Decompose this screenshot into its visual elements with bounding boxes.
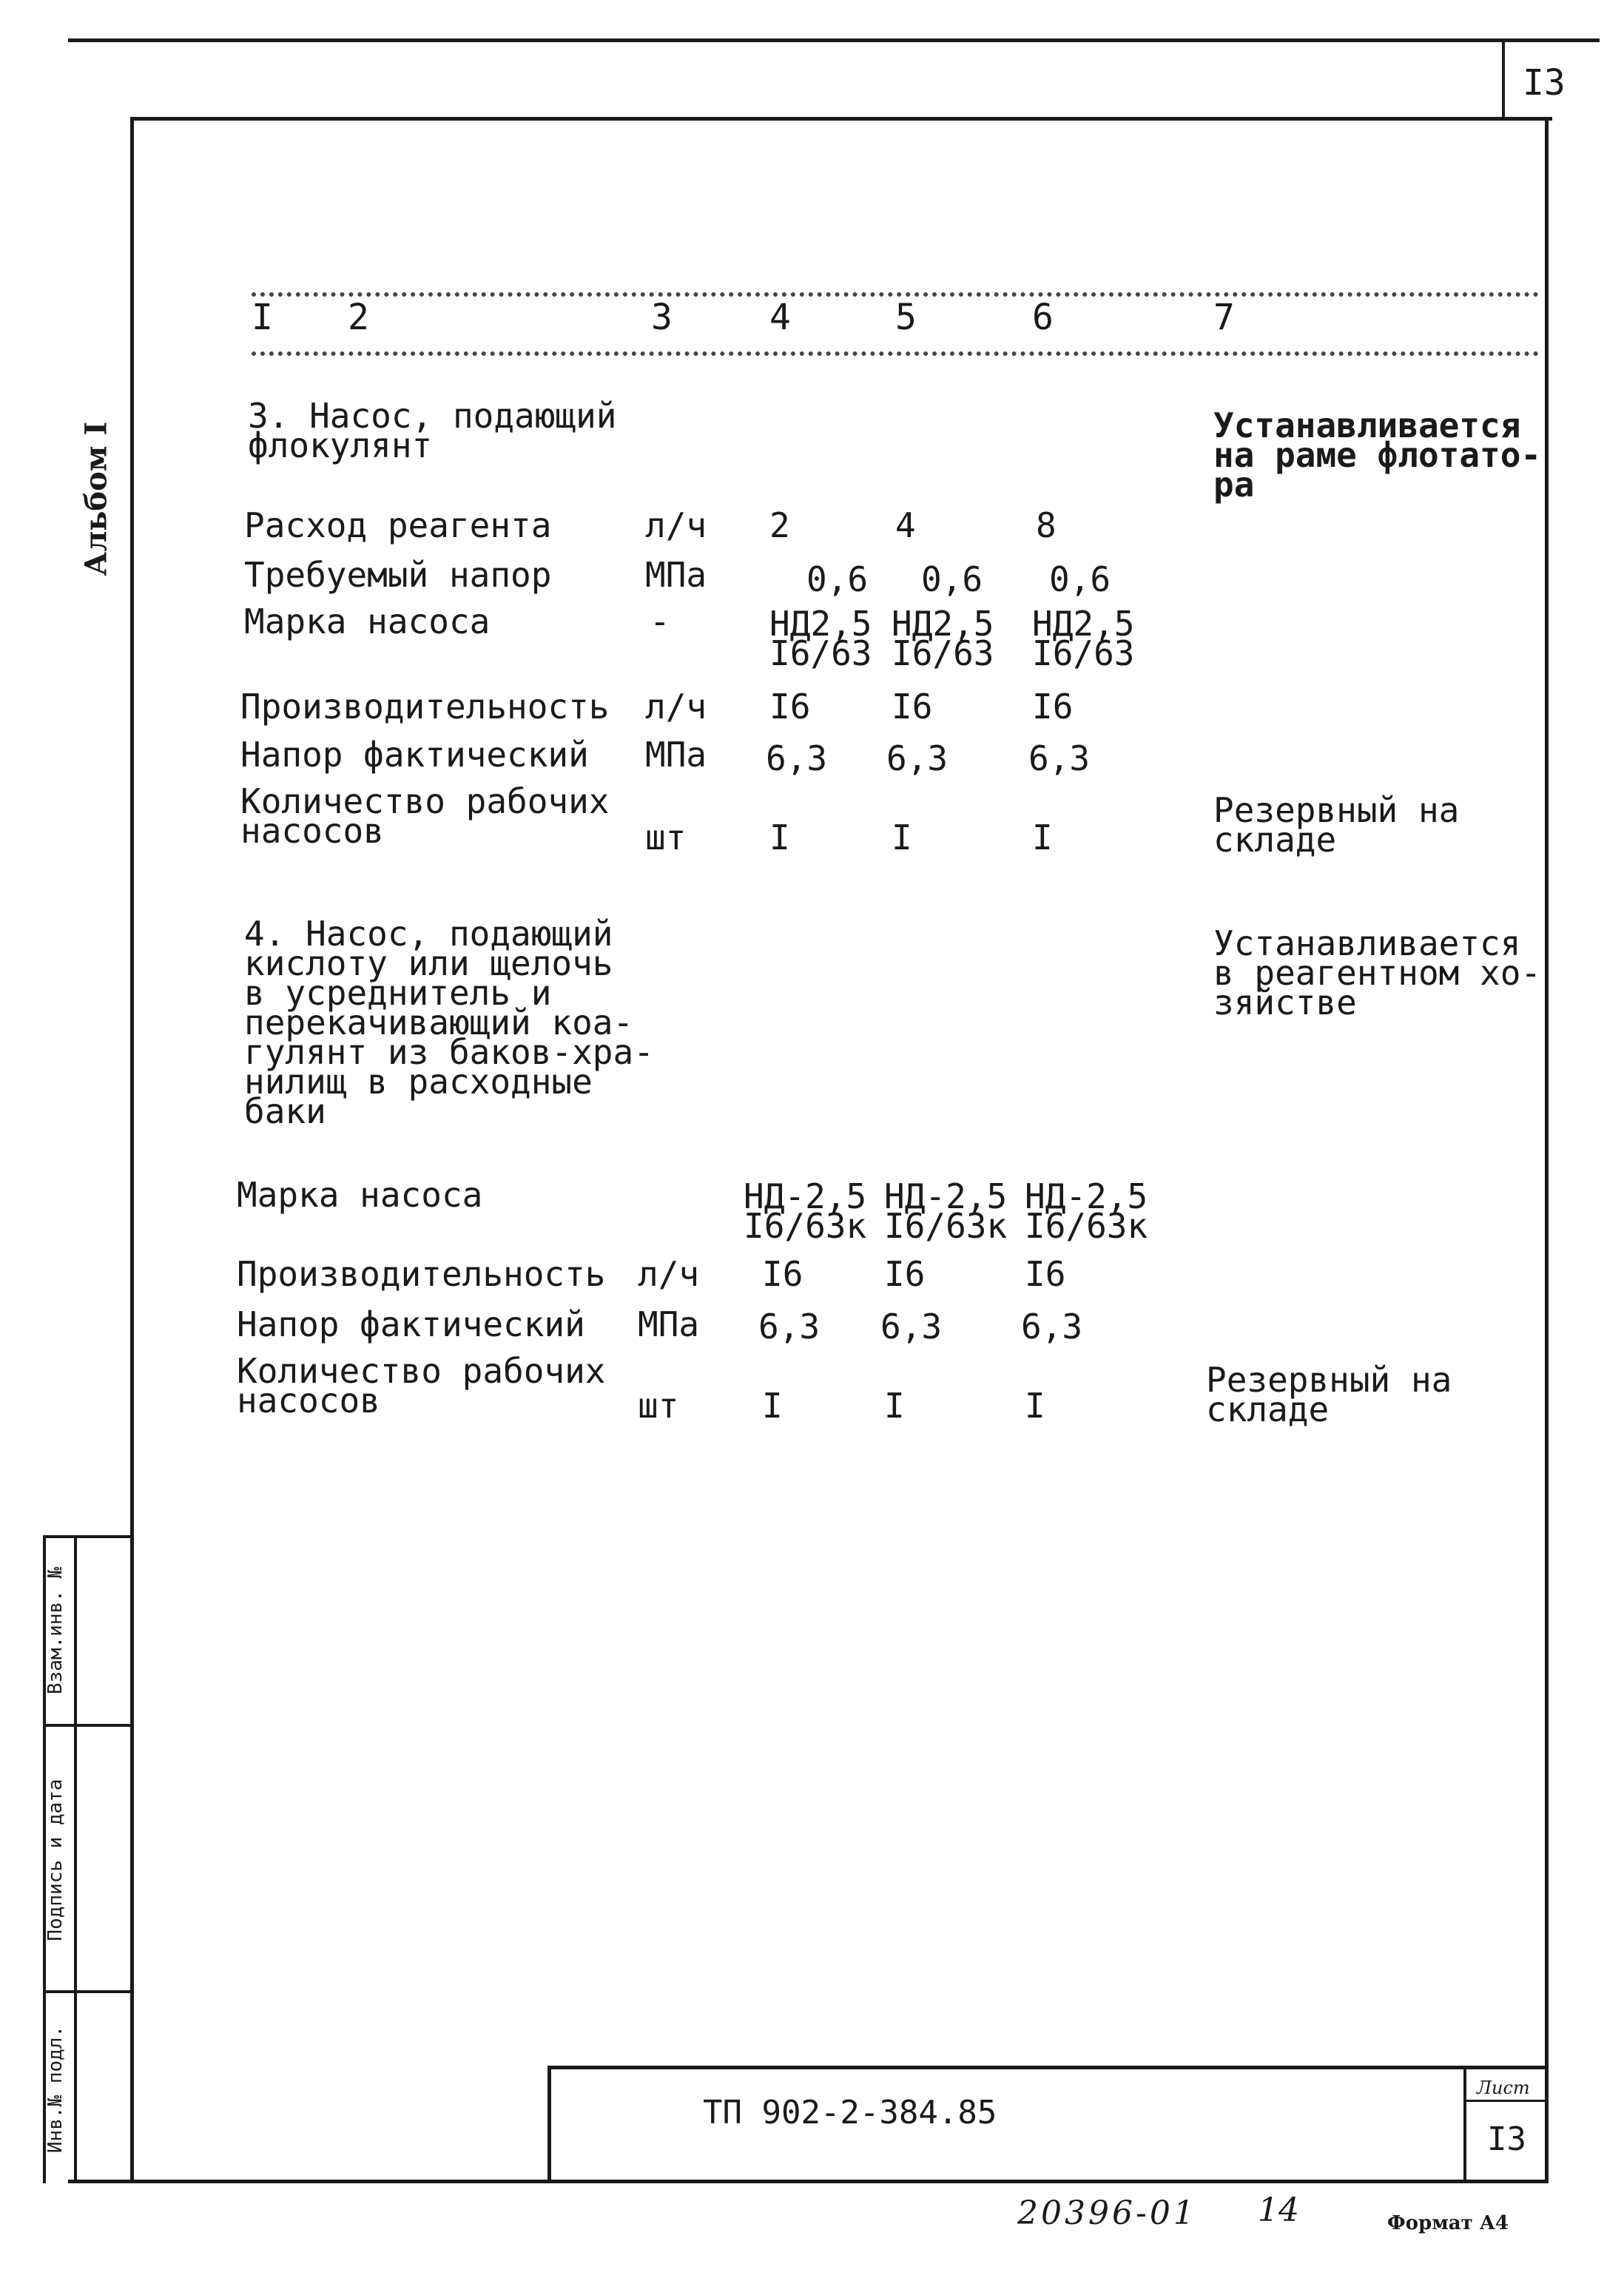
title-block-left — [547, 2066, 551, 2181]
stamp-col-inner — [74, 1535, 77, 2183]
section-3-note-line-3: ра — [1213, 465, 1255, 505]
s4-row-model-param: Марка насоса — [237, 1175, 483, 1215]
s3-row-model-param: Марка насоса — [244, 601, 491, 641]
section-4-title-line-6: нилищ в расходные — [244, 1062, 593, 1102]
s4-row-capacity-v5: I6 — [884, 1254, 926, 1294]
s3-row-actual-head-v5: 6,3 — [886, 738, 949, 778]
document-code: ТП 902-2-384.85 — [703, 2094, 997, 2132]
s4-row-pumps-note-line-2: складе — [1206, 1389, 1330, 1429]
frame-top-line — [132, 117, 1552, 121]
s3-row-pumps-v4: I — [769, 818, 790, 857]
s3-row-flow-v5: 4 — [895, 505, 916, 545]
s3-row-pumps-param-line-2: насосов — [240, 811, 384, 851]
sheet-number: I3 — [1487, 2120, 1526, 2158]
s3-row-model-v4-line-2: I6/63 — [769, 633, 872, 673]
col-header-5: 5 — [895, 297, 917, 338]
section-3-title-line-1: 3. Насос, подающий — [248, 396, 617, 436]
section-4-note-line-2: в реагентном хо- — [1213, 953, 1542, 993]
top-edge-line — [68, 38, 1600, 42]
format-label: Формат А4 — [1387, 2212, 1509, 2234]
s3-row-flow-v6: 8 — [1036, 505, 1057, 545]
section-4-title-line-3: в усреднитель и — [244, 973, 552, 1013]
s3-row-capacity-unit: л/ч — [645, 687, 707, 727]
archive-page: 14 — [1258, 2191, 1299, 2229]
frame-bottom-line — [68, 2180, 1549, 2183]
s3-row-head-v4: 0,6 — [806, 559, 869, 599]
s3-row-capacity-v5: I6 — [892, 687, 933, 727]
frame-right-line — [1545, 117, 1549, 2181]
s4-row-model-v6-line-2: I6/63к — [1025, 1206, 1148, 1246]
col-header-6: 6 — [1032, 297, 1054, 338]
section-4-note-line-1: Устанавливается — [1213, 923, 1521, 963]
s4-row-pumps-v6: I — [1025, 1386, 1045, 1426]
s3-row-flow-unit: л/ч — [645, 505, 707, 545]
s4-row-actual-head-v6: 6,3 — [1021, 1307, 1083, 1347]
stamp-label-replace: Взам.инв. № — [44, 1566, 67, 1695]
s3-row-pumps-unit: шт — [645, 818, 687, 857]
s4-row-actual-head-unit: МПа — [638, 1304, 700, 1344]
s4-row-pumps-v5: I — [884, 1386, 905, 1426]
s3-row-flow-v4: 2 — [769, 505, 790, 545]
section-4-title-line-1: 4. Насос, подающий — [244, 914, 613, 954]
s4-row-actual-head-v5: 6,3 — [880, 1307, 943, 1347]
s4-row-capacity-v6: I6 — [1025, 1254, 1066, 1294]
s4-row-capacity-unit: л/ч — [638, 1254, 700, 1294]
s3-row-actual-head-unit: МПа — [645, 735, 707, 775]
s3-row-model-v6-line-1: НД2,5 — [1032, 604, 1135, 644]
stamp-label-inventory: Инв.№ подл. — [44, 2025, 67, 2154]
s3-row-pumps-note-line-1: Резервный на — [1213, 790, 1460, 830]
s3-row-head-v6: 0,6 — [1049, 559, 1111, 599]
section-4-title-line-2: кислоту или щелочь — [244, 943, 613, 983]
s3-row-pumps-v5: I — [892, 818, 912, 857]
s3-row-capacity-v4: I6 — [769, 687, 811, 727]
s3-row-model-v4-line-1: НД2,5 — [769, 604, 872, 644]
s4-row-pumps-param-line-1: Количество рабочих — [237, 1351, 606, 1391]
s3-row-model-v6-line-2: I6/63 — [1032, 633, 1135, 673]
s3-row-pumps-param-line-1: Количество рабочих — [240, 781, 610, 821]
s3-row-flow-param: Расход реагента — [244, 505, 552, 545]
s4-row-pumps-param-line-2: насосов — [237, 1381, 380, 1421]
s3-row-pumps-v6: I — [1032, 818, 1053, 857]
s3-row-head-v5: 0,6 — [921, 559, 983, 599]
archive-number: 20396-01 — [1017, 2194, 1197, 2232]
s4-row-model-v5-line-1: НД-2,5 — [884, 1176, 1008, 1216]
section-4-title-line-4: перекачивающий коа- — [244, 1002, 634, 1042]
s4-row-pumps-unit: шт — [638, 1386, 679, 1426]
s4-row-model-v4-line-1: НД-2,5 — [744, 1176, 867, 1216]
col-header-2: 2 — [348, 297, 369, 338]
s3-row-head-param: Требуемый напор — [244, 555, 552, 595]
title-block-sheet-label-line — [1465, 2100, 1546, 2102]
s4-row-model-v5-line-2: I6/63к — [884, 1206, 1008, 1246]
col-header-1: I — [252, 297, 273, 338]
section-3-note-line-1: Устанавливается — [1213, 405, 1521, 445]
s4-row-pumps-v4: I — [762, 1386, 783, 1426]
s3-row-model-unit: - — [650, 601, 670, 641]
section-3-note-line-2: на раме флотато- — [1213, 435, 1542, 475]
s4-row-actual-head-v4: 6,3 — [758, 1307, 821, 1347]
col-header-3: 3 — [651, 297, 673, 338]
s3-row-head-unit: МПа — [645, 555, 707, 595]
album-label: Альбом I — [78, 421, 114, 576]
top-sheet-number: I3 — [1523, 62, 1566, 104]
s3-row-model-v5-line-1: НД2,5 — [892, 604, 994, 644]
stamp-label-signature: Подпись и дата — [44, 1779, 67, 1941]
top-number-box-left — [1502, 40, 1505, 118]
section-4-note-line-3: зяйстве — [1213, 983, 1357, 1022]
s3-row-model-v5-line-2: I6/63 — [892, 633, 994, 673]
s4-row-pumps-note-line-1: Резервный на — [1206, 1360, 1452, 1400]
s3-row-actual-head-v6: 6,3 — [1028, 738, 1091, 778]
s4-row-actual-head-param: Напор фактический — [237, 1304, 585, 1344]
s3-row-actual-head-v4: 6,3 — [766, 738, 828, 778]
sheet-label: Лист — [1477, 2078, 1530, 2098]
col-header-7: 7 — [1213, 297, 1235, 338]
title-block-top — [549, 2066, 1548, 2069]
section-3-title-line-2: флокулянт — [248, 425, 433, 465]
s3-row-actual-head-param: Напор фактический — [240, 735, 589, 775]
header-bottom-rule — [252, 351, 1539, 356]
col-header-4: 4 — [769, 297, 791, 338]
section-4-title-line-7: баки — [244, 1091, 326, 1131]
s4-row-capacity-v4: I6 — [762, 1254, 803, 1294]
title-block-sheet-sep — [1463, 2066, 1466, 2181]
s3-row-capacity-v6: I6 — [1032, 687, 1074, 727]
frame-left-line — [130, 117, 134, 2181]
s3-row-capacity-param: Производительность — [240, 687, 610, 727]
section-4-title-line-5: гулянт из баков-хра- — [244, 1032, 654, 1072]
s4-row-capacity-param: Производительность — [237, 1254, 606, 1294]
s4-row-model-v6-line-1: НД-2,5 — [1025, 1176, 1148, 1216]
s3-row-pumps-note-line-2: складе — [1213, 820, 1337, 860]
s4-row-model-v4-line-2: I6/63к — [744, 1206, 867, 1246]
